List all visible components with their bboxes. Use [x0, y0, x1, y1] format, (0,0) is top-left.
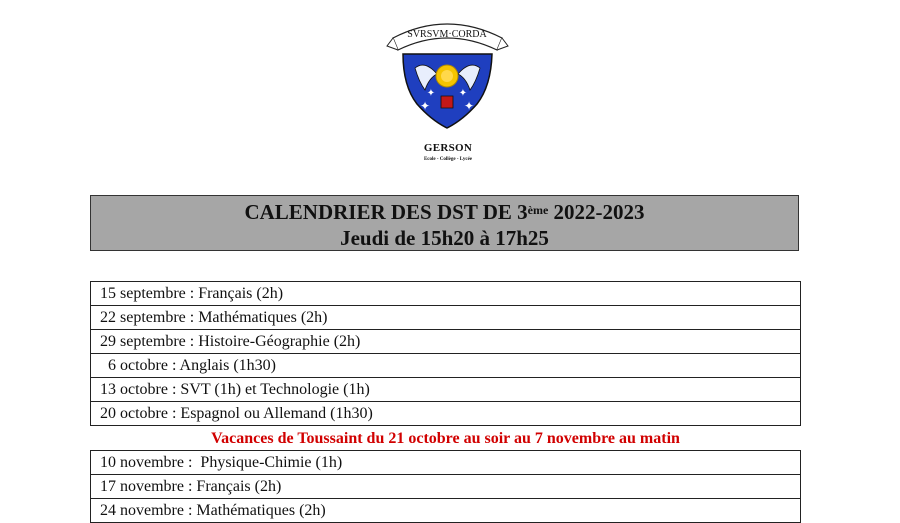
table-row	[91, 499, 801, 523]
table-cell: 22 septembre : Mathématiques (2h)	[91, 306, 801, 330]
title-superscript: ème	[527, 203, 549, 217]
svg-text:✦: ✦	[419, 99, 431, 113]
motto-text: SVRSVM·CORDA	[407, 29, 487, 40]
table-cell: 29 septembre : Histoire-Géographie (2h)	[91, 330, 801, 354]
calendar-title-box	[90, 195, 799, 251]
table-row	[91, 451, 801, 475]
table-cell: 6 octobre : Anglais (1h30)	[91, 354, 801, 378]
table-cell: 13 octobre : SVT (1h) et Technologie (1h)	[91, 378, 801, 402]
table-row	[91, 475, 801, 499]
table-cell: 17 novembre : Français (2h)	[91, 475, 801, 499]
table-cell: 10 novembre : Physique-Chimie (1h)	[91, 451, 801, 475]
title-suffix: 2022-2023	[548, 200, 645, 224]
school-name: GERSON	[423, 142, 473, 154]
school-identity	[390, 142, 506, 162]
table-row	[91, 282, 801, 306]
exam-calendar-table	[90, 281, 801, 523]
svg-text:✦: ✦	[426, 88, 436, 99]
holiday-note: Vacances de Toussaint du 21 octobre au soir au 7 novembre au matin	[91, 426, 801, 451]
table-cell: 15 septembre : Français (2h)	[91, 282, 801, 306]
table-row	[91, 402, 801, 426]
svg-text:✦: ✦	[458, 88, 468, 99]
calendar-title	[91, 199, 798, 225]
school-levels: Ecole - Collège - Lycée	[423, 157, 473, 162]
table-row	[91, 378, 801, 402]
table-cell: 24 novembre : Mathématiques (2h)	[91, 499, 801, 523]
table-row	[91, 306, 801, 330]
table-cell: 20 octobre : Espagnol ou Allemand (1h30)	[91, 402, 801, 426]
school-logo	[385, 16, 510, 134]
holiday-row	[91, 426, 801, 451]
title-prefix: CALENDRIER DES DST DE 3	[244, 200, 528, 224]
table-row	[91, 330, 801, 354]
calendar-schedule: Jeudi de 15h20 à 17h25	[340, 226, 549, 250]
svg-text:✦: ✦	[463, 99, 475, 113]
table-row	[91, 354, 801, 378]
